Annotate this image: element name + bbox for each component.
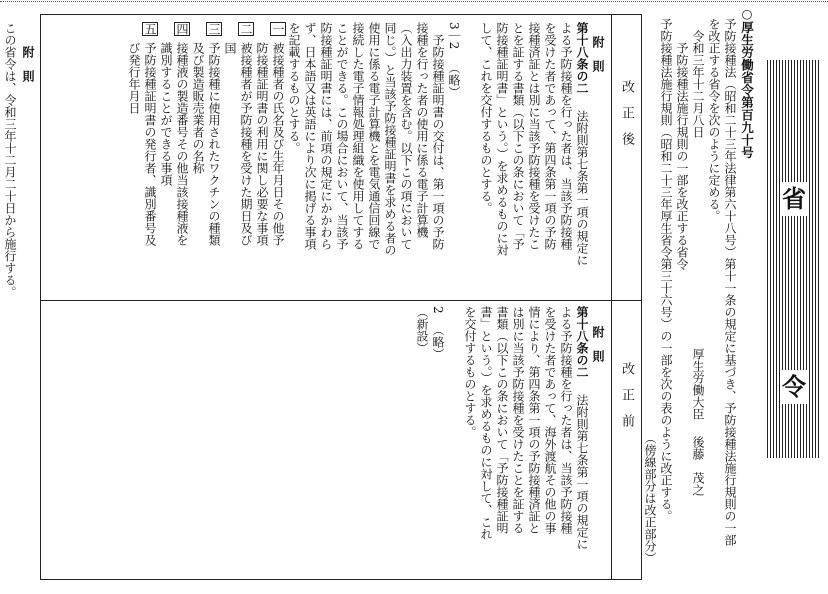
after-line-2: を受けた者であって、第四条第一項の予防 [543, 22, 557, 250]
after-line-0: 法附則第七条第一項の規定に [575, 110, 589, 266]
item-2-line-1: 国 [223, 42, 237, 54]
after-line-5: 防接種証明書」という。）を求めるものに対 [495, 22, 509, 256]
before-line-5: 書類（以下この条において「予防接種証明 [495, 306, 509, 534]
after-p3-line-2: （入出力装置を含む。以下この項において [399, 22, 413, 250]
before-fusoku: 附 則 [591, 326, 605, 362]
supplementary-title: 附 則 [21, 46, 35, 82]
after-line-4: とを証する書類（以下この条において「予 [511, 22, 525, 250]
amend-note: （傍線部分は改正部分） [643, 432, 657, 564]
after-p3-line-6: ことができる。この場合において、当該予 [335, 22, 349, 250]
item-3-line-0: 予防接種に使用されたワクチンの種類 [207, 42, 221, 246]
heading-char-1: 省 [780, 182, 808, 216]
after-p3-line-1: 接種を行った者の使用に係る電子計算機 [415, 22, 429, 238]
header-before: 改 正 前 [619, 362, 634, 427]
before-line-4: は別に当該予防接種を受けたことを証する [511, 306, 525, 534]
after-p3-line-8: ず、日本語又は英語により次に掲げる事項 [303, 22, 317, 250]
before-para-brief: （略） [431, 324, 445, 360]
before-line-0: 法附則第七条第一項の規定に [575, 394, 589, 550]
table-mid-divider [40, 300, 642, 301]
item-5-line-0: 予防接種証明書の発行者、識別番号及 [143, 42, 157, 246]
after-line-6: して、これを交付するものとする。 [479, 22, 493, 214]
amend-line: 予防接種法施行規則（昭和二十三年厚生省令第三十六号）の一部を次の表のように改正する。 [659, 18, 673, 522]
after-p3-line-3: 同じ。）と当該予防接種証明書を求める者の [383, 22, 397, 256]
before-para-num: 2 [431, 306, 445, 314]
after-fusoku: 附 則 [591, 36, 605, 72]
minister-title: 厚生労働大臣 [691, 348, 705, 420]
after-p3-line-9: を記載するものとする。 [287, 22, 301, 154]
item-num-1: 一 [271, 23, 285, 35]
after-line-1: よる予防接種を行った者は、当該予防接種 [559, 22, 573, 250]
after-p3-line-5: 接続した電子情報処理組織を使用してする [351, 22, 365, 250]
table-header-divider [611, 14, 612, 580]
before-line-2: を受けた者であって、海外渡航その他の事 [543, 306, 557, 534]
ordinance-number: ○厚生労働省令第百九十号 [739, 6, 755, 159]
item-2-line-0: 被接種者が予防接種を受けた期日及び [239, 42, 253, 246]
top-dotted-rule [0, 1, 828, 2]
before-new-note: （新設） [415, 306, 429, 354]
after-p3-line-0: 予防接種証明書の交付は、第一項の予防 [431, 34, 445, 250]
item-1-line-0: 被接種者の氏名及び生年月日その他予 [271, 42, 285, 246]
item-num-3: 三 [207, 23, 221, 35]
preamble-line-2: を改正する省令を次のように定める。 [707, 18, 721, 222]
after-p3-line-7: 防接種証明書には、前項の規定にかかわら [319, 22, 333, 250]
after-p3-line-4: 使用に係る電子計算機とを電気通信回線で [367, 22, 381, 250]
before-line-1: よる予防接種を行った者は、当該予防接種 [559, 306, 573, 534]
item-4-line-1: 識別することができる事項 [159, 42, 173, 186]
after-para-brief: （略） [447, 62, 461, 98]
item-num-5: 五 [143, 23, 157, 35]
supplementary-text: この省令は、令和三年十二月二十日から施行する。 [3, 22, 17, 298]
item-num-4: 四 [175, 23, 189, 35]
header-after: 改 正 後 [619, 80, 634, 145]
before-article: 第十八条の二 [575, 306, 589, 378]
item-5-line-1: び発行年月日 [127, 42, 141, 114]
after-para-num: 3｜2 [447, 22, 461, 50]
ordinance-date: 令和三年十二月八日 [691, 30, 705, 138]
after-article: 第十八条の二 [575, 22, 589, 94]
preamble-line-1: 予防接種法（昭和二十三年法律第六十八号）第十一条の規定に基づき、予防接種法施行規則の一部 [723, 18, 737, 546]
item-3-line-1: 及び製造販売業者の名称 [191, 42, 205, 174]
item-4-line-0: 接種液の製造番号その他当該接種液を [175, 42, 189, 246]
before-line-3: 情により、第四条第一項の予防接種済証と [527, 306, 541, 534]
item-1-line-1: 防接種証明書の利用に関し必要な事項 [255, 42, 269, 246]
act-title: 予防接種法施行規則の一部を改正する省令 [675, 42, 689, 270]
after-line-3: 接種済証とは別に当該予防接種を受けたこ [527, 22, 541, 250]
before-line-7: を交付するものとする。 [463, 306, 477, 438]
item-num-2: 二 [239, 23, 253, 35]
before-line-6: 書」という。）を求めるものに対して、これ [479, 306, 493, 540]
minister-name: 後藤 茂之 [691, 436, 705, 496]
heading-char-2: 令 [780, 370, 808, 404]
